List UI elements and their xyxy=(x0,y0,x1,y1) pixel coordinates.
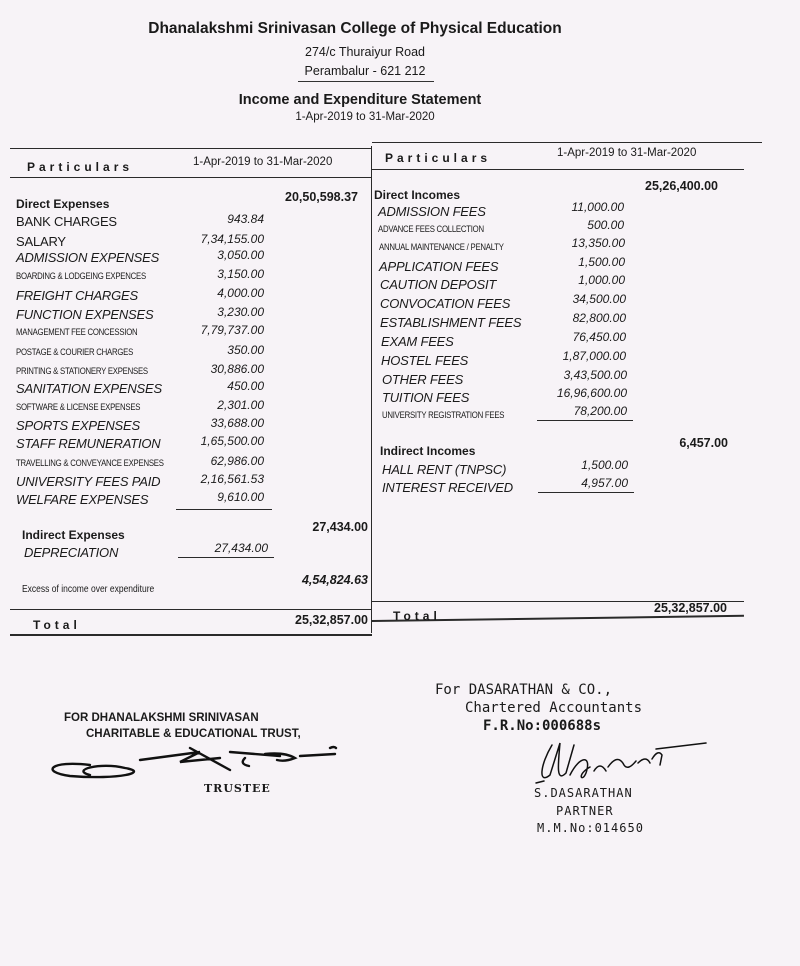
indirect-incomes-heading: Indirect Incomes xyxy=(380,444,476,458)
income-item-name: CONVOCATION FEES xyxy=(380,296,511,311)
expense-item-amount: 62,986.00 xyxy=(210,454,264,468)
income-item-amount: 4,957.00 xyxy=(581,476,628,490)
total-bottom-rule xyxy=(10,634,372,636)
indirect-expenses-subtotal-rule xyxy=(178,557,274,558)
income-item-name: UNIVERSITY REGISTRATION FEES xyxy=(382,410,505,421)
expense-item-amount: 943.84 xyxy=(227,212,264,226)
expense-item-name: WELFARE EXPENSES xyxy=(16,492,149,507)
income-total-label: Total xyxy=(393,609,441,623)
income-item-amount: 1,000.00 xyxy=(578,273,625,287)
income-item-amount: 76,450.00 xyxy=(572,330,626,344)
income-item-name: ANNUAL MAINTENANCE / PENALTY xyxy=(379,242,504,253)
expense-item-amount: 30,886.00 xyxy=(210,362,264,376)
income-col-period: 1-Apr-2019 to 31-Mar-2020 xyxy=(557,147,697,159)
auditor-membership-no: M.M.No:014650 xyxy=(537,821,644,835)
total-top-rule xyxy=(10,609,372,610)
expense-item-amount: 7,34,155.00 xyxy=(200,232,264,246)
statement-period: 1-Apr-2019 to 31-Mar-2020 xyxy=(295,111,435,123)
income-item-name: HOSTEL FEES xyxy=(381,353,469,368)
expense-item-amount: 2,301.00 xyxy=(217,398,264,412)
expense-item-amount: 3,230.00 xyxy=(217,305,264,319)
expense-item-name: POSTAGE & COURIER CHARGES xyxy=(16,347,134,358)
college-address: 274/c Thuraiyur Road xyxy=(305,45,425,59)
direct-incomes-heading: Direct Incomes xyxy=(374,188,461,202)
income-item-name: ADVANCE FEES COLLECTION xyxy=(378,224,484,235)
table-top-rule xyxy=(10,148,372,149)
expense-item-amount: 3,050.00 xyxy=(217,248,264,262)
income-item-amount: 1,87,000.00 xyxy=(562,349,626,363)
trustee-role: TRUSTEE xyxy=(204,782,271,795)
expense-item-amount: 350.00 xyxy=(227,343,264,357)
header-bottom-rule xyxy=(10,177,372,178)
income-item-name: APPLICATION FEES xyxy=(379,259,499,274)
header-bottom-rule-right xyxy=(372,169,744,170)
income-item-name: ESTABLISHMENT FEES xyxy=(380,315,522,330)
auditor-name: S.DASARATHAN xyxy=(534,786,633,800)
expenditure-total-label: Total xyxy=(33,618,81,632)
income-item-amount: 1,500.00 xyxy=(578,255,625,269)
college-city: Perambalur - 621 212 xyxy=(304,64,426,78)
expense-item-name: FREIGHT CHARGES xyxy=(16,288,138,303)
trust-line-1: FOR DHANALAKSHMI SRINIVASAN xyxy=(64,712,259,724)
auditor-title: Chartered Accountants xyxy=(465,700,643,716)
header-divider xyxy=(298,81,434,82)
expense-item-name: PRINTING & STATIONERY EXPENSES xyxy=(16,366,148,377)
expense-item-name: TRAVELLING & CONVEYANCE EXPENSES xyxy=(16,458,164,469)
expense-item-name: SALARY xyxy=(16,234,66,249)
income-col-particulars: Particulars xyxy=(385,151,492,165)
auditor-frn: F.R.No:000688s xyxy=(483,718,602,734)
income-item-name: TUITION FEES xyxy=(382,390,470,405)
trustee-signature xyxy=(30,740,340,785)
income-item-amount: 16,96,600.00 xyxy=(556,386,627,400)
expense-item-name: SPORTS EXPENSES xyxy=(16,418,140,433)
expense-item-name: ADMISSION EXPENSES xyxy=(16,250,160,265)
direct-expenses-heading: Direct Expenses xyxy=(16,197,110,211)
indirect-expenses-heading: Indirect Expenses xyxy=(22,528,125,542)
income-item-amount: 3,43,500.00 xyxy=(563,368,627,382)
expense-item-amount: 33,688.00 xyxy=(210,416,264,430)
income-item-name: ADMISSION FEES xyxy=(378,204,486,219)
expense-item-amount: 3,150.00 xyxy=(217,267,264,281)
income-item-name: HALL RENT (TNPSC) xyxy=(382,462,507,477)
expense-item-amount: 27,434.00 xyxy=(214,541,268,555)
income-item-amount: 11,000.00 xyxy=(571,200,624,214)
statement-title: Income and Expenditure Statement xyxy=(238,92,482,108)
table-top-rule-right xyxy=(372,142,762,143)
expenditure-total: 25,32,857.00 xyxy=(295,613,368,627)
expense-item-name: BOARDING & LODGEING EXPENCES xyxy=(16,271,146,282)
indirect-incomes-subtotal-rule xyxy=(538,492,634,493)
excess-amount: 4,54,824.63 xyxy=(301,573,368,587)
direct-expenses-subtotal-rule xyxy=(176,509,272,510)
expense-item-name: STAFF REMUNERATION xyxy=(16,436,161,451)
auditor-role: PARTNER xyxy=(556,804,614,818)
income-item-amount: 500.00 xyxy=(587,218,624,232)
expense-item-amount: 2,16,561.53 xyxy=(200,472,264,486)
direct-incomes-total: 25,26,400.00 xyxy=(645,179,718,193)
excess-label: Excess of income over expenditure xyxy=(22,584,155,595)
expense-item-name: BANK CHARGES xyxy=(16,214,117,229)
expense-item-amount: 9,610.00 xyxy=(217,490,264,504)
income-item-amount: 78,200.00 xyxy=(573,404,627,418)
college-name: Dhanalakshmi Srinivasan College of Physical Education xyxy=(148,20,562,37)
expense-item-amount: 7,79,737.00 xyxy=(200,323,264,337)
direct-incomes-subtotal-rule xyxy=(537,420,633,421)
indirect-expenses-total: 27,434.00 xyxy=(312,520,368,534)
expense-item-name: SOFTWARE & LICENSE EXPENSES xyxy=(16,402,141,413)
expense-item-name: UNIVERSITY FEES PAID xyxy=(16,474,161,489)
income-item-name: OTHER FEES xyxy=(382,372,464,387)
direct-expenses-total: 20,50,598.37 xyxy=(285,190,358,204)
income-item-name: CAUTION DEPOSIT xyxy=(380,277,497,292)
income-item-name: INTEREST RECEIVED xyxy=(382,480,513,495)
income-item-amount: 1,500.00 xyxy=(581,458,628,472)
expenditure-col-particulars: Particulars xyxy=(27,160,134,174)
expense-item-name: MANAGEMENT FEE CONCESSION xyxy=(16,327,138,338)
expense-item-amount: 1,65,500.00 xyxy=(200,434,264,448)
indirect-incomes-total: 6,457.00 xyxy=(679,436,728,450)
income-item-amount: 34,500.00 xyxy=(572,292,626,306)
expense-item-name: SANITATION EXPENSES xyxy=(16,381,162,396)
expense-item-amount: 450.00 xyxy=(227,379,264,393)
auditor-signature xyxy=(530,735,710,790)
column-divider xyxy=(371,146,372,633)
auditor-firm: For DASARATHAN & CO., xyxy=(435,682,613,698)
trust-line-2: CHARITABLE & EDUCATIONAL TRUST, xyxy=(86,728,301,740)
expense-item-amount: 4,000.00 xyxy=(217,286,264,300)
expenditure-col-period: 1-Apr-2019 to 31-Mar-2020 xyxy=(193,156,333,168)
income-item-amount: 82,800.00 xyxy=(572,311,626,325)
income-total: 25,32,857.00 xyxy=(654,601,727,615)
expense-item-name: DEPRECIATION xyxy=(24,545,119,560)
income-item-amount: 13,350.00 xyxy=(571,236,625,250)
expense-item-name: FUNCTION EXPENSES xyxy=(16,307,154,322)
income-item-name: EXAM FEES xyxy=(381,334,454,349)
